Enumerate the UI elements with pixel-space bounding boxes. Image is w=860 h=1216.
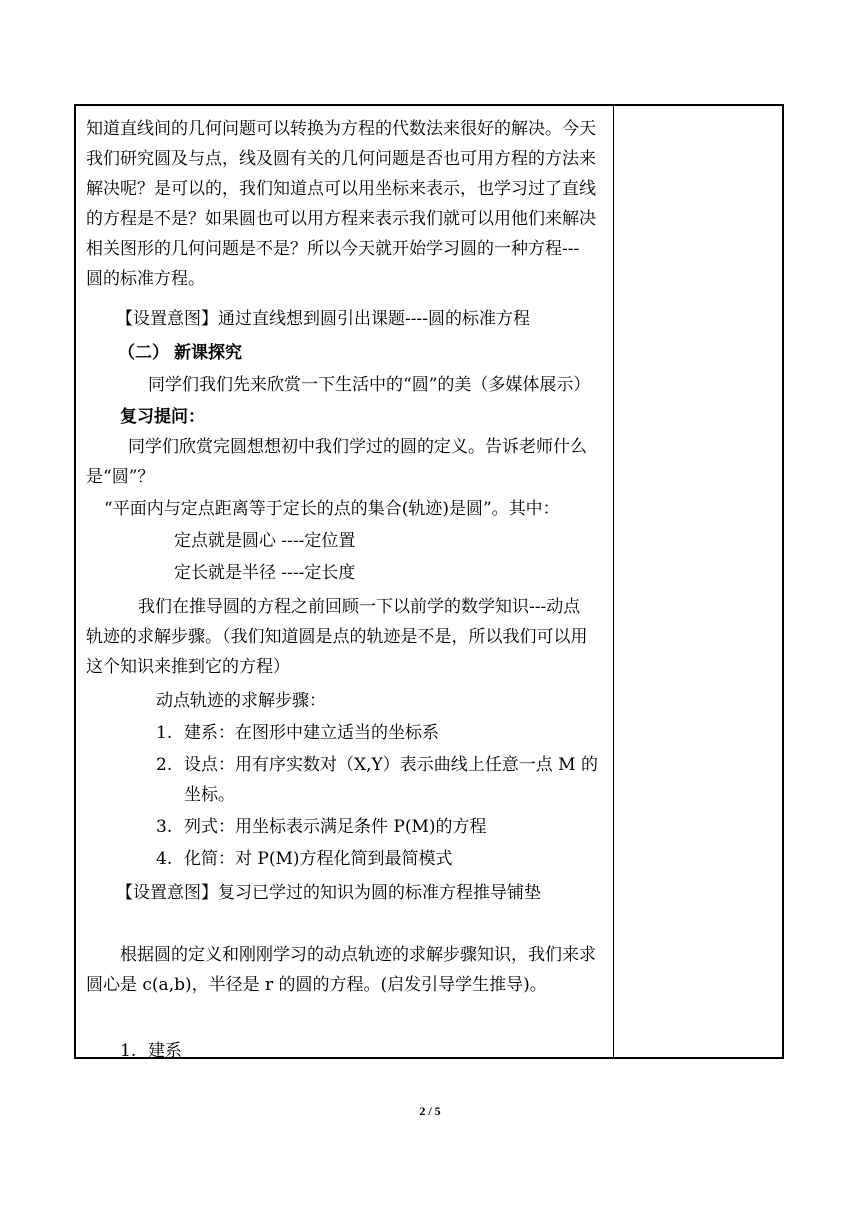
final-step-number: 1. bbox=[120, 1041, 137, 1061]
step-number: 3. bbox=[156, 817, 173, 837]
intro-line: 解决呢？是可以的，我们知道点可以用坐标来表示，也学习过了直线 bbox=[86, 179, 596, 199]
intro-line: 圆的标准方程。 bbox=[86, 269, 205, 289]
step-number: 1. bbox=[156, 723, 173, 743]
intro-line: 相关图形的几何问题是不是？所以今天就开始学习圆的一种方程--- bbox=[86, 239, 580, 259]
step-text: 设点：用有序实数对（X,Y）表示曲线上任意一点 M 的 bbox=[184, 755, 598, 775]
appreciate-text: 同学们我们先来欣赏一下生活中的“圆”的美（多媒体展示） bbox=[148, 375, 591, 395]
review-heading: 复习提问： bbox=[120, 407, 205, 427]
step-text: 建系：在图形中建立适当的坐标系 bbox=[184, 723, 439, 743]
intro-line: 我们研究圆及与点，线及圆有关的几何问题是否也可用方程的方法来 bbox=[86, 149, 596, 169]
step-text: 化简：对 P(M)方程化简到最简模式 bbox=[184, 849, 453, 869]
review-question-line: 是“圆”？ bbox=[86, 467, 155, 487]
lesson-content-cell bbox=[76, 106, 613, 1061]
column-divider bbox=[613, 106, 614, 1057]
recall-line: 轨迹的求解步骤。（我们知道圆是点的轨迹是不是，所以我们可以用 bbox=[86, 627, 588, 647]
design-intent-1: 【设置意图】通过直线想到圆引出课题----圆的标准方程 bbox=[116, 309, 530, 329]
final-step-text: 建系 bbox=[148, 1041, 182, 1061]
circle-definition: “平面内与定点距离等于定长的点的集合(轨迹)是圆”。其中： bbox=[104, 499, 560, 519]
derive-line: 根据圆的定义和刚刚学习的动点轨迹的求解步骤知识，我们来求 bbox=[120, 945, 596, 965]
recall-line: 我们在推导圆的方程之前回顾一下以前学的数学知识---动点 bbox=[138, 597, 581, 617]
definition-center: 定点就是圆心 ----定位置 bbox=[174, 531, 356, 551]
step-text: 坐标。 bbox=[184, 785, 235, 805]
page-number: 2 / 5 bbox=[419, 1104, 441, 1118]
intro-line: 的方程是不是？如果圆也可以用方程来表示我们就可以用他们来解决 bbox=[86, 209, 596, 229]
intro-line: 知道直线间的几何问题可以转换为方程的代数法来很好的解决。今天 bbox=[86, 119, 596, 139]
definition-radius: 定长就是半径 ----定长度 bbox=[174, 563, 356, 583]
step-number: 4. bbox=[156, 849, 173, 869]
step-text: 列式：用坐标表示满足条件 P(M)的方程 bbox=[184, 817, 487, 837]
recall-line: 这个知识来推到它的方程） bbox=[86, 657, 290, 677]
section-title: 新课探究 bbox=[174, 343, 242, 363]
section-number: （二） bbox=[118, 343, 169, 363]
design-intent-2: 【设置意图】复习已学过的知识为圆的标准方程推导铺垫 bbox=[116, 883, 541, 903]
review-question-line: 同学们欣赏完圆想想初中我们学过的圆的定义。告诉老师什么 bbox=[128, 437, 587, 457]
derive-line: 圆心是 c(a,b)，半径是 r 的圆的方程。(启发引导学生推导)。 bbox=[86, 975, 547, 995]
lesson-table bbox=[74, 104, 784, 1059]
step-number: 2. bbox=[156, 755, 173, 775]
steps-heading: 动点轨迹的求解步骤： bbox=[156, 691, 326, 711]
